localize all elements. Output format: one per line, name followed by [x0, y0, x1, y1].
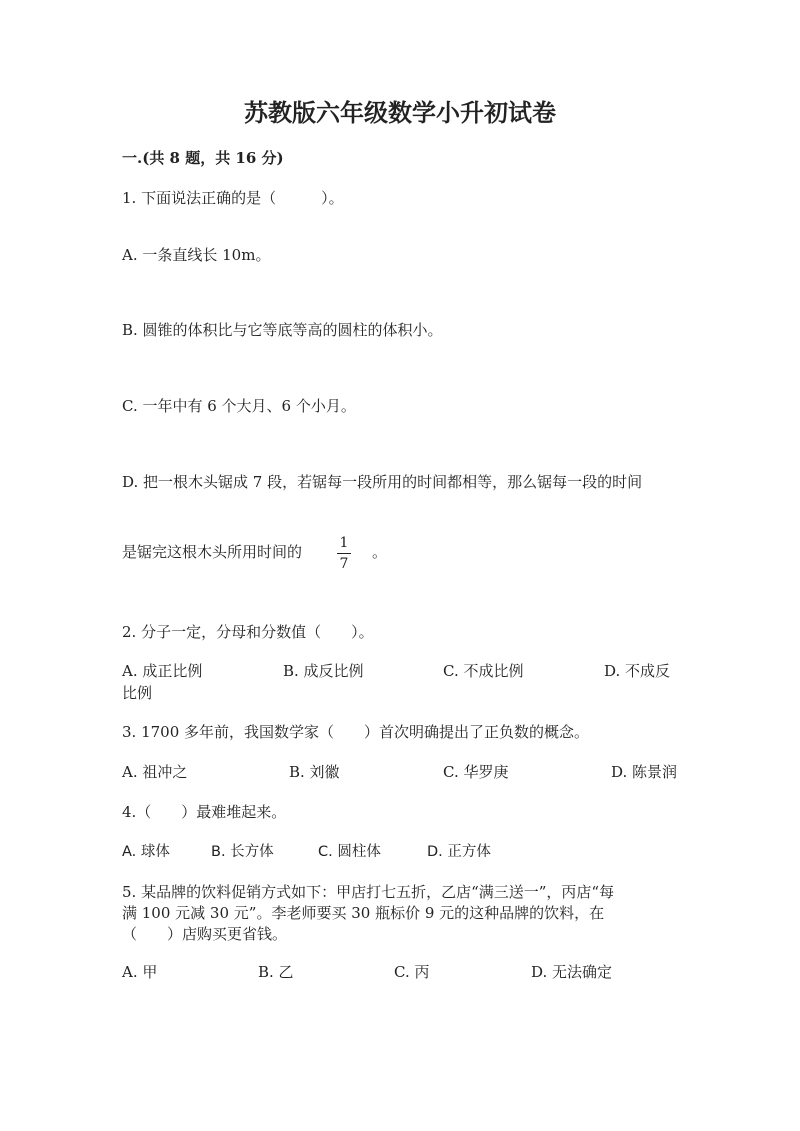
question-3-stem: 3. 1700 多年前，我国数学家（ ）首次明确提出了正负数的概念。: [122, 723, 590, 741]
section-header: 一.(共 8 题，共 16 分): [122, 149, 284, 167]
question-3-option-c: C. 华罗庚: [443, 763, 509, 781]
question-2-option-d: D. 不成反: [604, 662, 671, 680]
page-title: 苏教版六年级数学小升初试卷: [244, 98, 556, 127]
question-1-option-b: B. 圆锥的体积比与它等底等高的圆柱的体积小。: [122, 321, 443, 339]
question-3-option-a: A. 祖冲之: [122, 763, 188, 781]
question-2-option-b: B. 成反比例: [283, 662, 364, 680]
question-2-stem: 2. 分子一定，分母和分数值（ ）。: [122, 623, 374, 641]
question-1-option-d: D. 把一根木头锯成 7 段，若锯每一段所用的时间都相等，那么锯每一段的时间: [122, 473, 643, 491]
question-3-option-d: D. 陈景润: [611, 763, 678, 781]
question-5-option-c: C. 丙: [394, 963, 430, 981]
question-5-stem-line-2: 满 100 元减 30 元”。李老师要买 30 瓶标价 9 元的这种品牌的饮料，在: [122, 904, 605, 922]
question-1-option-d-continued: 是锯完这根木头所用时间的: [122, 543, 303, 561]
question-4-option-d: D. 正方体: [427, 844, 491, 860]
question-2-option-c: C. 不成比例: [443, 662, 524, 680]
fraction-denominator: 7: [339, 556, 349, 572]
question-5-stem-line-1: 5. 某品牌的饮料促销方式如下：甲店打七五折，乙店“满三送一”，丙店“每: [122, 883, 615, 901]
question-1-option-c: C. 一年中有 6 个大月、6 个小月。: [122, 397, 356, 415]
question-2-option-d-continued: 比例: [122, 684, 153, 702]
question-1-option-a: A. 一条直线长 10m。: [122, 246, 271, 264]
question-2-option-a: A. 成正比例: [122, 662, 203, 680]
question-5-stem-line-3: （ ）店购买更省钱。: [122, 925, 288, 943]
question-5-option-a: A. 甲: [122, 963, 158, 981]
question-4-option-c: C. 圆柱体: [318, 844, 381, 860]
question-1-stem: 1. 下面说法正确的是（ ）。: [122, 189, 344, 207]
question-3-option-b: B. 刘徽: [289, 763, 340, 781]
question-5-option-b: B. 乙: [258, 963, 294, 981]
question-1-option-d-end: 。: [372, 543, 388, 561]
fraction-bar: [337, 553, 351, 554]
question-4-stem: 4.（ ）最难堆起来。: [122, 803, 287, 821]
question-4-option-b: B. 长方体: [211, 844, 274, 860]
fraction-one-seventh: [336, 536, 352, 572]
question-4-option-a: A. 球体: [122, 844, 170, 860]
question-5-option-d: D. 无法确定: [531, 963, 613, 981]
fraction-numerator: 1: [339, 535, 349, 551]
